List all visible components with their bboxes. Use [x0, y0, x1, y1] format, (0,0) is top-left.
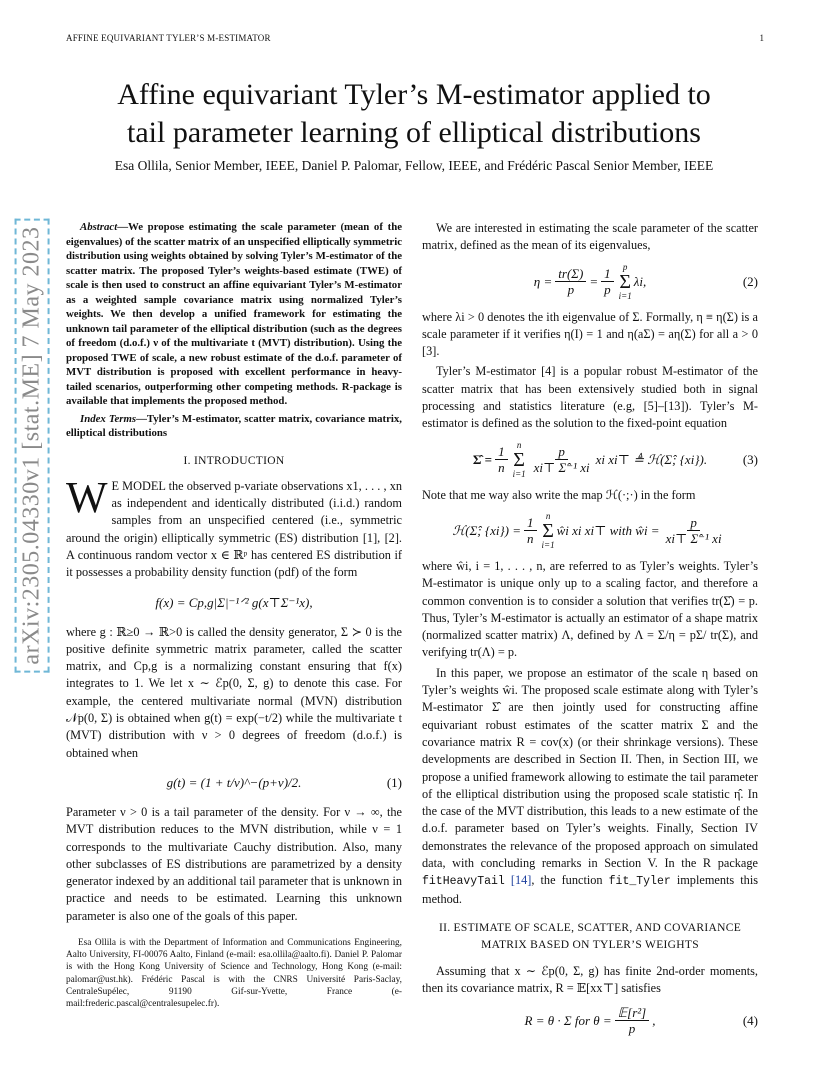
eq2-lambda: λi, [633, 273, 647, 289]
package-name: fitHeavyTail [422, 875, 505, 889]
eq-map-weight-den: xi⊤ Σ̂⁻¹ xi [665, 531, 722, 547]
equation-4: R = θ · Σ for θ = $\frac{\text{𝔼[r²]}}{p}$ , (4) [524, 1005, 758, 1037]
eq3-sum: n Σ i=1 [512, 439, 526, 479]
eq-map-weight-num: p [687, 515, 700, 531]
eq3-fraction [531, 444, 593, 475]
abstract-label: Abstract [80, 221, 118, 233]
right-paragraph-2: where λi > 0 denotes the ith eigenvalue of Σ. Formally, η ≡ η(Σ) is a scale parameter if it verifies η(I) = 1 and η(aΣ) = aη(Σ) for all a > 0 [3]. [422, 309, 758, 359]
function-name: fit_Tyler [608, 875, 671, 889]
intro-paragraph-2: where g : ℝ≥0 → ℝ>0 is called the density generator, Σ ≻ 0 is the positive definite symmetric matrix parameter, called the scatter matrix, and Cp,g is a normalizing constant ensuring that f(x) integrates to 1. We let x ∼ ℰp(0, Σ, g) to denote this case. For example, the centered multivariate normal (MVN) distribution 𝒩p(0, Σ) is obtained when g(t) = exp(−t/2) while the multivariate t (MVT) distribution with ν > 0 degrees of freedom (d.o.f.) is obtained when [66, 624, 402, 760]
eq2-sum: p Σ i=1 [618, 261, 632, 301]
eq4-fraction [615, 1005, 650, 1036]
footnote-text: Esa Ollila is with the Department of Information and Communications Engineering, Aalto University, FI-00076 Aalto, Finland (e-mail: esa.ollila@aalto.fi). Daniel P. Palomar is with the Hong Kong University of Science and Technology, Hong Kong (e-mail: palomar@ust.hk). Frédéric Pascal is with the CNRS Université Paris-Saclay, CentraleSupélec, 91190 Gif-sur-Yvette, France (e-mail:frederic.pascal@centralesupelec.fr). [66, 938, 402, 1010]
right-paragraph-3: Tyler’s M-estimator [4] is a popular robust M-estimator of the scatter matrix that has been extensively studied both in signal processing and statistics literature (e.g, [5]–[13]). Tyler’s M-estimator is defined as the solution to the fixed-point equation [422, 364, 758, 431]
eq2-fraction-2-num: 1 [601, 266, 614, 282]
equation-map [422, 512, 758, 550]
section-2-title [422, 920, 758, 955]
eq3-body: xi xi⊤ ≜ ℋ(Σ̂; {xi}). [595, 452, 708, 468]
eq-map-1-num: 1 [524, 515, 537, 531]
intro-p1-text: E MODEL the observed p-variate observations x1, . . . , xn as independent and identically distributed (i.i.d.) random samples from an unspecified centered (i.e., symmetric around the origin) elliptically symmetric (ES) distribution [1], [2]. A continuous random vector x ∈ ℝᵖ has centered ES distribution if it possesses a probability density function (pdf) of the form [66, 478, 402, 580]
eq4-fraction-num: 𝔼[r²] [615, 1005, 650, 1021]
equation-3-number: (3) [742, 452, 758, 468]
eq3-1-num: 1 [495, 444, 508, 460]
right-paragraph-4: Note that me way also write the map ℋ(·;·) in the form [422, 487, 696, 502]
citation-14[interactable]: [14] [510, 873, 532, 888]
equation-2-number: (2) [742, 273, 758, 289]
eq-map-body: ŵi xi xi⊤ with ŵi = [556, 523, 660, 539]
equation-4-number: (4) [742, 1012, 758, 1028]
arxiv-stamp-text[interactable]: arXiv:2305.04330v1 [stat.ME] 7 May 2023 [15, 218, 50, 672]
eq2-lhs: η = [533, 273, 553, 289]
eq-map-weight [663, 515, 725, 546]
right-paragraph-7: Assuming that x ∼ ℰp(0, Σ, g) has finite 2nd-order moments, then its covariance matrix, R = 𝔼[xx⊤] satisfies [422, 963, 758, 995]
section-2-title-line-2: MATRIX BASED ON TYLER’S WEIGHTS [481, 939, 699, 952]
abstract [66, 220, 402, 409]
intro-paragraph-3: Parameter ν > 0 is a tail parameter of the density. For ν → ∞, the MVT distribution reduces to the MVN distribution, while ν = 1 corresponds to the multivariate Cauchy distribution. Also, many other subclasses of ES distributions are parametrized by a density generator indexed by an additional tail parameter that is unknown in practice and needs to be estimated. Learning this unknown parameter is also one of the goals of this paper. [66, 804, 403, 923]
eq-map-n-den: n [527, 531, 534, 547]
equation-1-number: (1) [386, 775, 402, 791]
right-p6-mid: , the function [531, 873, 603, 888]
eq3-fraction-num: p [555, 444, 568, 460]
eq3-1-over-n [495, 444, 508, 475]
equation-3 [422, 441, 758, 479]
index-terms [66, 412, 402, 441]
running-head: AFFINE EQUIVARIANT TYLER’S M-ESTIMATOR [66, 33, 271, 43]
equation-pdf [66, 590, 402, 616]
eq2-fraction-num: tr(Σ) [555, 266, 586, 282]
eq3-lhs: Σ̂ = [472, 452, 493, 468]
paper-title [60, 76, 768, 152]
eq2-fraction-den: p [567, 282, 575, 298]
right-p6-text: In this paper, we propose an estimator of the scale η based on Tyler’s weights ŵi. The proposed scale estimate along with Tyler’s M-estimator Σ̂ are then jointly used for constructing affine equivariant robust estimates of the scatter matrix Σ and the covariance matrix R = cov(x) (or their shrinkage versions). These developments are described in Section II. Then, in Section III, we propose a unified framework allowing to estimate the tail parameter of the elliptical distribution using the proposed scale statistic η̂. In the case of the MVT distribution, this leads to a new estimate of the d.o.f. parameter based on Tyler’s weights. Finally, Section IV demonstrates the relevance of the proposed approach on simulated data, with concluding remarks in Section V. In the R package [422, 665, 758, 871]
right-p6-end: implements this method. [422, 873, 759, 906]
author-footnote [66, 937, 402, 1010]
index-terms-label: Index Terms [80, 412, 137, 425]
arxiv-stamp[interactable] [12, 200, 52, 690]
equation-2: η = $\frac{tr(\Sigma)}{p}$ = $\frac{1}{p}$ p Σ i=1 λi, (2) [533, 261, 758, 301]
right-paragraph-5: where ŵi, i = 1, . . . , n, are referred to as Tyler’s weights. Tyler’s M-estimator is unique only up to a scaling factor, and therefore a common convention is to consider a solution that verifies tr(Σ̂) = p. Thus, Tyler’s M-estimator is actually an estimator of a shape matrix (normalized scatter matrix) Λ, defined by Λ = Σ/η = pΣ/ tr(Σ), and verifying tr(Λ) = p. [422, 558, 758, 660]
title-line-2: tail parameter learning of elliptical distributions [127, 116, 701, 149]
eq2-fraction-2-den: p [604, 282, 611, 298]
intro-paragraph-1 [66, 472, 402, 582]
abstract-text: —We propose estimating the scale parameter (mean of the eigenvalues) of the scatter matrix of an unspecified elliptically symmetric distribution using weights obtained by solving Tyler’s M-estimator of the scatter matrix. The proposed Tyler’s weights-based estimate (TWE) of scale is then used to construct an affine equivariant Tyler’s M-estimator as a weighted sample covariance matrix using normalized Tyler’s weights. We then develop a unified framework for estimating the unknown tail parameter of the elliptical distribution (such as the degrees of freedom (d.o.f.) ν of the multivariate t (MVT) distribution). Using the proposed TWE of scale, a new robust estimate of the d.o.f. parameter of MVT distribution is proposed with excellent performance in heavy-tailed scenarios, outperforming other competing methods. R-package is available that implements the proposed method. [66, 221, 402, 407]
eq4-lhs: R = θ · Σ for θ = [524, 1012, 612, 1028]
eq-map-sum: n Σ i=1 [541, 510, 555, 550]
equation-1 [66, 770, 402, 796]
authors: Esa Ollila, Senior Member, IEEE, Daniel P. Palomar, Fellow, IEEE, and Frédéric Pascal Senior Member, IEEE [114, 158, 714, 173]
right-paragraph-6 [422, 665, 758, 908]
eq2-fraction [555, 266, 586, 297]
eq2-fraction-2 [601, 266, 614, 297]
equation-1-text: g(t) = (1 + t/ν)^−(p+ν)/2. [166, 775, 302, 791]
section-2-title-line-1: II. ESTIMATE OF SCALE, SCATTER, AND COVARIANCE [438, 921, 742, 934]
eq-map-1-over-n [524, 515, 537, 546]
eq3-fraction-den: xi⊤ Σ̂⁻¹ xi [533, 460, 590, 476]
eq4-fraction-den: p [628, 1021, 636, 1037]
left-column [66, 220, 402, 1010]
eq3-n-den: n [498, 460, 505, 476]
page-number: 1 [759, 33, 764, 43]
drop-cap: W [66, 472, 108, 522]
right-paragraph-1: We are interested in estimating the scale parameter of the scatter matrix, defined as the mean of its eigenvalues, [422, 221, 758, 253]
equation-pdf-text: f(x) = Cp,g|Σ|⁻¹ᐟ² g(x⊤Σ⁻¹x), [155, 594, 313, 610]
index-terms-text: —Tyler’s M-estimator, scatter matrix, covariance matrix, elliptical distributions [66, 412, 402, 439]
right-column [422, 220, 758, 1044]
section-1-title: I. INTRODUCTION [183, 454, 285, 467]
eq-map-lhs: ℋ(Σ̂; {xi}) = [452, 523, 522, 539]
title-line-1: Affine equivariant Tyler’s M-estimator applied to [117, 78, 711, 111]
